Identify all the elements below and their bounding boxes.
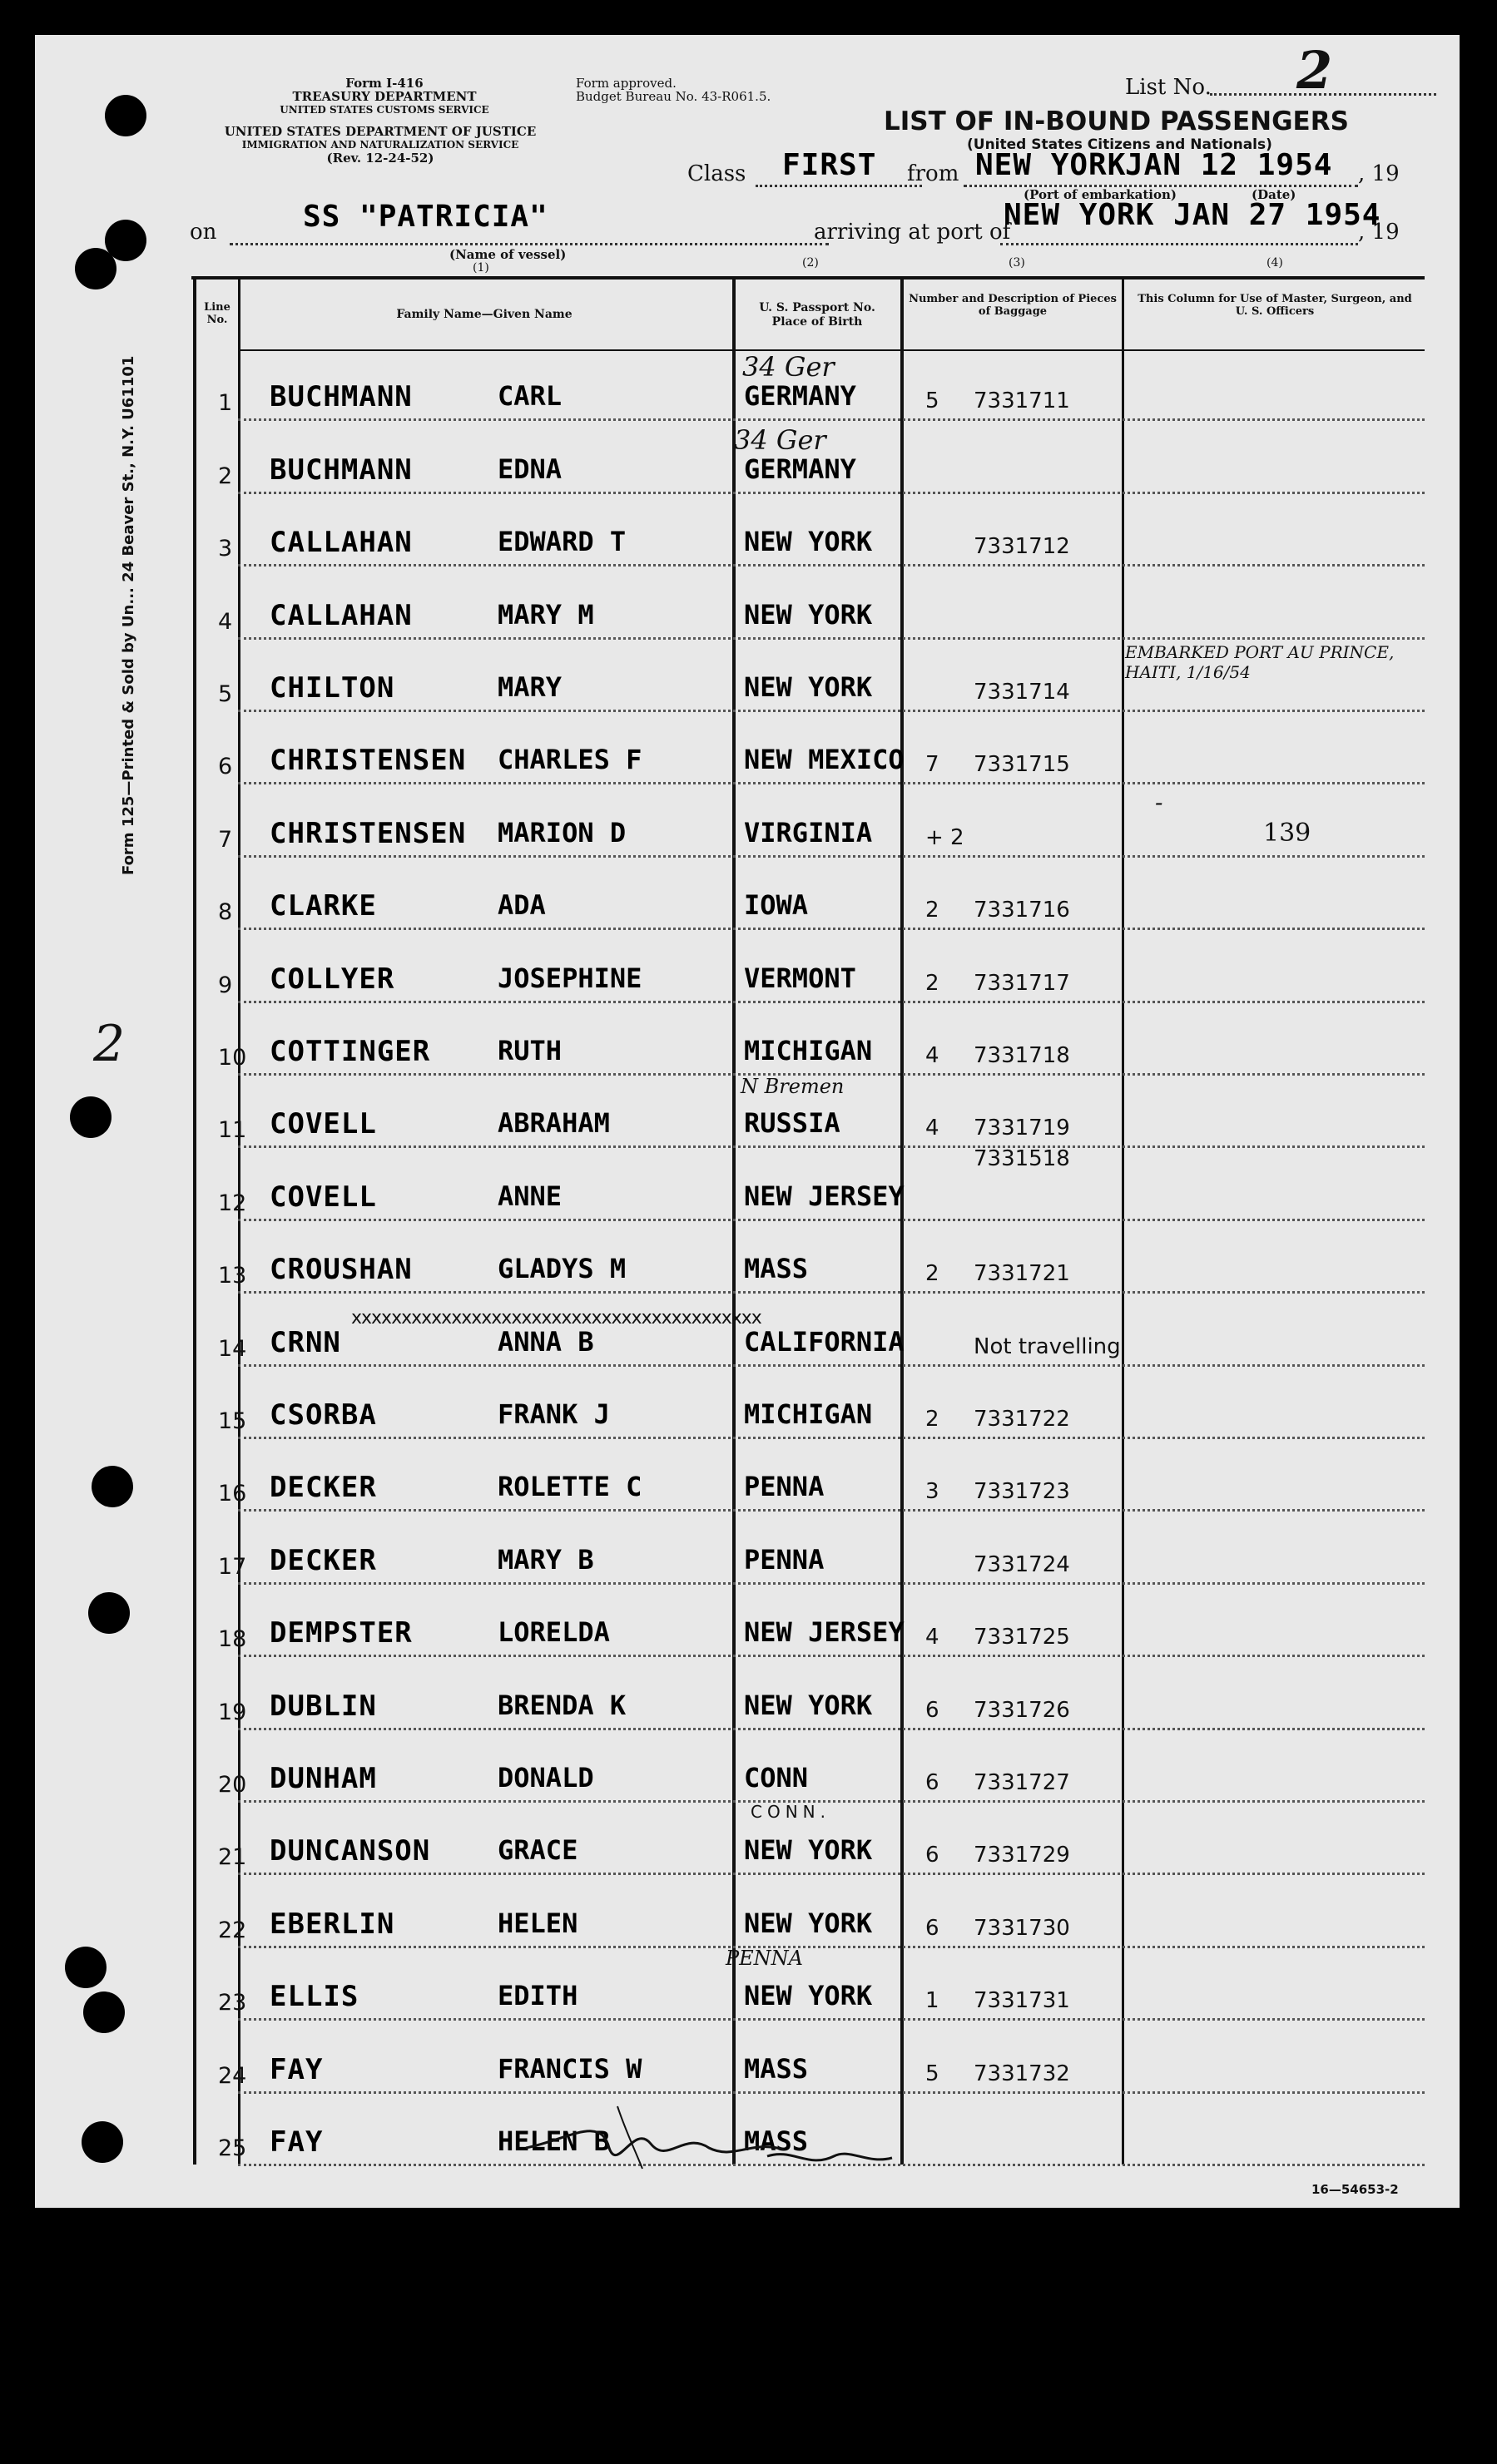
table-row xyxy=(35,1878,1460,1950)
given-name: RUTH xyxy=(498,1034,563,1066)
row23-penna: PENNA xyxy=(726,1947,803,1970)
punch-hole xyxy=(105,95,146,136)
printer-side-text: Form 125—Printed & Sold by Un... 24 Beaver St., N.Y. U61101 xyxy=(120,355,137,875)
family-name: CSORBA xyxy=(270,1398,377,1432)
baggage-pieces: 4 xyxy=(925,1042,939,1068)
row-dotted-line xyxy=(238,1291,1425,1294)
family-name: COVELL xyxy=(270,1180,377,1214)
row-dotted-line xyxy=(238,928,1425,930)
row11-second-tag: 7331518 xyxy=(974,1146,1070,1171)
treasury-department: TREASURY DEPARTMENT xyxy=(292,89,477,104)
list-no-label: List No. xyxy=(1125,75,1212,100)
table-row xyxy=(35,1006,1460,1078)
row-dotted-line xyxy=(238,1728,1425,1730)
baggage-tag: 7331715 xyxy=(974,752,1070,778)
baggage-pieces: 6 xyxy=(925,1915,939,1941)
line-number: 19 xyxy=(218,1699,247,1725)
family-name: CLARKE xyxy=(270,889,377,923)
baggage-pieces: 6 xyxy=(925,1697,939,1723)
row2-handwriting: 34 Ger xyxy=(734,424,826,456)
place-of-birth: MICHIGAN xyxy=(744,1034,873,1066)
family-name: BUCHMANN xyxy=(270,380,413,414)
revision-date: (Rev. 12-24-52) xyxy=(326,151,434,166)
line-number: 7 xyxy=(218,826,233,853)
baggage-tag: 7331721 xyxy=(974,1261,1070,1287)
baggage-tag: 7331714 xyxy=(974,679,1070,705)
given-name: EDITH xyxy=(498,1980,578,2012)
date-caption: (Date) xyxy=(1252,187,1296,202)
col-header-baggage: Number and Description of Pieces of Baggage xyxy=(909,293,1117,318)
table-row xyxy=(35,715,1460,787)
line-number: 20 xyxy=(218,1771,247,1798)
form-id: Form I-416 xyxy=(345,76,424,91)
place-of-birth: PENNA xyxy=(744,1471,825,1503)
place-of-birth: NEW JERSEY xyxy=(744,1180,905,1212)
baggage-tag: 7331723 xyxy=(974,1479,1070,1505)
given-name: EDNA xyxy=(498,453,563,485)
family-name: CHRISTENSEN xyxy=(270,744,467,778)
baggage-tag: 7331711 xyxy=(974,388,1070,414)
line-number: 8 xyxy=(218,899,233,926)
line-number: 6 xyxy=(218,754,233,780)
row-dotted-line xyxy=(238,418,1425,421)
family-name: FAY xyxy=(270,2125,324,2159)
col-header-officers: This Column for Use of Master, Surgeon, and U. S. Officers xyxy=(1138,293,1412,318)
table-row xyxy=(35,1224,1460,1296)
line-number: 13 xyxy=(218,1263,247,1289)
table-row xyxy=(35,933,1460,1005)
line-number: 2 xyxy=(218,463,233,489)
baggage-pieces: 5 xyxy=(925,388,939,414)
family-name: DUBLIN xyxy=(270,1689,377,1723)
margin-note: 2 xyxy=(93,1015,126,1073)
family-name: CALLAHAN xyxy=(270,598,413,632)
year-suffix-1: , 19 xyxy=(1358,161,1400,186)
row-dotted-line xyxy=(238,637,1425,640)
line-number: 4 xyxy=(218,608,233,635)
col-header-passport: U. S. Passport No. Place of Birth xyxy=(759,301,875,329)
vessel-dots xyxy=(230,243,829,245)
row-dotted-line xyxy=(238,1873,1425,1875)
list-no-value: 2 xyxy=(1296,40,1333,101)
baggage-tag: 7331712 xyxy=(974,534,1070,560)
family-name: CRNN xyxy=(270,1325,341,1359)
officer-note: 139 xyxy=(1263,818,1311,848)
baggage-tag: 7331732 xyxy=(974,2061,1070,2086)
manifest-page xyxy=(35,35,1460,2208)
col-header-line-no: Line No. xyxy=(204,301,230,326)
class-label: Class xyxy=(687,161,746,186)
baggage-pieces: 7 xyxy=(925,752,939,778)
place-of-birth: MASS xyxy=(744,1253,809,1285)
baggage-pieces: 2 xyxy=(925,1261,939,1287)
baggage-tag: 7331717 xyxy=(974,970,1070,996)
place-of-birth: MASS xyxy=(744,2125,809,2157)
given-name: LORELDA xyxy=(498,1616,610,1649)
given-name: MARY B xyxy=(498,1543,594,1576)
place-of-birth: IOWA xyxy=(744,889,809,922)
table-row xyxy=(35,1587,1460,1660)
line-number: 17 xyxy=(218,1553,247,1580)
baggage-pieces: 2 xyxy=(925,1406,939,1432)
baggage-tag: 7331725 xyxy=(974,1625,1070,1650)
given-name: JOSEPHINE xyxy=(498,962,642,994)
family-name: DUNHAM xyxy=(270,1761,377,1795)
place-of-birth: GERMANY xyxy=(744,380,856,413)
customs-service: UNITED STATES CUSTOMS SERVICE xyxy=(280,104,489,116)
baggage-tag: 7331726 xyxy=(974,1697,1070,1723)
place-of-birth: MASS xyxy=(744,2052,809,2085)
row-dotted-line xyxy=(238,1364,1425,1367)
punch-hole xyxy=(75,248,116,289)
given-name: MARY M xyxy=(498,598,594,631)
port-embark-caption: (Port of embarkation) xyxy=(1024,187,1177,202)
place-of-birth: NEW JERSEY xyxy=(744,1616,905,1649)
list-subtitle: (United States Citizens and Nationals) xyxy=(967,136,1272,153)
port-arrival: NEW YORK JAN 27 1954 xyxy=(1004,198,1381,232)
family-name: CALLAHAN xyxy=(270,526,413,560)
table-row xyxy=(35,2023,1460,2095)
place-of-birth: NEW YORK xyxy=(744,598,873,631)
line-number: 3 xyxy=(218,536,233,562)
line-number: 24 xyxy=(218,2062,247,2089)
given-name: GRACE xyxy=(498,1834,578,1867)
signature-mark xyxy=(518,2098,900,2173)
place-of-birth: PENNA xyxy=(744,1543,825,1576)
row-dotted-line xyxy=(238,564,1425,567)
given-name: MARY xyxy=(498,670,563,703)
baggage-pieces: 5 xyxy=(925,2061,939,2086)
line-number: 9 xyxy=(218,972,233,998)
family-name: CHILTON xyxy=(270,670,395,705)
family-name: COLLYER xyxy=(270,962,395,996)
baggage-pieces: 1 xyxy=(925,1988,939,2014)
table-row xyxy=(35,497,1460,569)
caption-3: (3) xyxy=(1009,256,1025,270)
col-header-name: Family Name—Given Name xyxy=(396,308,573,321)
vessel-name: SS "PATRICIA" xyxy=(303,200,548,234)
line-number: 12 xyxy=(218,1190,247,1216)
place-of-birth: NEW YORK xyxy=(744,1689,873,1721)
baggage-tag: 7331729 xyxy=(974,1843,1070,1868)
given-name: BRENDA K xyxy=(498,1689,627,1721)
row-dotted-line xyxy=(238,855,1425,858)
table-row xyxy=(35,1514,1460,1586)
row-dotted-line xyxy=(238,1800,1425,1803)
row-dotted-line xyxy=(238,1145,1425,1148)
line-number: 11 xyxy=(218,1117,247,1144)
list-title: LIST OF IN-BOUND PASSENGERS xyxy=(884,106,1349,136)
baggage-tag: Not travelling xyxy=(974,1333,1121,1359)
arriving-label: arriving at port of xyxy=(814,220,1011,245)
baggage-pieces: 6 xyxy=(925,1843,939,1868)
row5-embarked-note: EMBARKED PORT AU PRINCE, HAITI, 1/16/54 xyxy=(1125,642,1395,682)
line-number: 14 xyxy=(218,1335,247,1362)
family-name: EBERLIN xyxy=(270,1907,395,1941)
family-name: DECKER xyxy=(270,1471,377,1505)
given-name: ANNE xyxy=(498,1180,563,1212)
row1-handwriting: 34 Ger xyxy=(742,351,835,383)
place-of-birth: NEW YORK xyxy=(744,1907,873,1939)
place-of-birth: MICHIGAN xyxy=(744,1398,873,1430)
line-number: 1 xyxy=(218,390,233,417)
line-number: 18 xyxy=(218,1626,247,1653)
vessel-caption-num: (1) xyxy=(473,261,489,275)
baggage-tag: 7331724 xyxy=(974,1551,1070,1577)
baggage-pieces: 4 xyxy=(925,1116,939,1141)
given-name: FRANCIS W xyxy=(498,2052,642,2085)
place-of-birth: VIRGINIA xyxy=(744,816,873,849)
baggage-tag: 7331730 xyxy=(974,1915,1070,1941)
caption-4: (4) xyxy=(1267,256,1283,270)
family-name: COTTINGER xyxy=(270,1034,431,1068)
baggage-tag: 7331716 xyxy=(974,898,1070,923)
class-value: FIRST xyxy=(782,148,877,182)
vessel-caption: (Name of vessel) xyxy=(449,247,567,262)
place-of-birth: NEW YORK xyxy=(744,670,873,703)
table-row xyxy=(35,787,1460,859)
budget-bureau: Budget Bureau No. 43-R061.5. xyxy=(576,89,771,104)
line-number: 15 xyxy=(218,1408,247,1434)
footer-code: 16—54653-2 xyxy=(1311,2182,1399,2197)
row-dotted-line xyxy=(238,1001,1425,1003)
place-of-birth: NEW YORK xyxy=(744,1834,873,1867)
place-of-birth: NEW MEXICO xyxy=(744,744,905,776)
family-name: BUCHMANN xyxy=(270,453,413,487)
row-dotted-line xyxy=(238,1946,1425,1948)
baggage-pieces: 2 xyxy=(925,898,939,923)
line-number: 21 xyxy=(218,1844,247,1871)
baggage-pieces: 3 xyxy=(925,1479,939,1505)
on-label: on xyxy=(190,220,217,245)
row-dotted-line xyxy=(238,710,1425,712)
place-of-birth: GERMANY xyxy=(744,453,856,485)
line-number: 23 xyxy=(218,1990,247,2016)
family-name: CROUSHAN xyxy=(270,1253,413,1287)
table-row xyxy=(35,1150,1460,1223)
table-row xyxy=(35,1660,1460,1732)
table-row xyxy=(35,860,1460,933)
table-top-border xyxy=(191,276,1425,280)
row-dotted-line xyxy=(238,2091,1425,2094)
row21-conn: CONN. xyxy=(751,1802,830,1822)
place-of-birth: NEW YORK xyxy=(744,1980,873,2012)
line-number: 25 xyxy=(218,2135,247,2161)
family-name: DECKER xyxy=(270,1543,377,1577)
ins-service: IMMIGRATION AND NATURALIZATION SERVICE xyxy=(241,139,519,151)
place-of-birth: CALIFORNIA xyxy=(744,1325,905,1358)
family-name: FAY xyxy=(270,2052,324,2086)
row-dotted-line xyxy=(238,1655,1425,1657)
family-name: DEMPSTER xyxy=(270,1616,413,1650)
given-name: CARL xyxy=(498,380,563,413)
family-name: ELLIS xyxy=(270,1980,359,2014)
table-row xyxy=(35,1442,1460,1514)
given-name: EDWARD T xyxy=(498,526,627,558)
baggage-tag: 7331718 xyxy=(974,1042,1070,1068)
class-dots xyxy=(756,185,922,187)
family-name: CHRISTENSEN xyxy=(270,816,467,850)
family-name: COVELL xyxy=(270,1107,377,1141)
row-dotted-line xyxy=(238,1509,1425,1512)
justice-department: UNITED STATES DEPARTMENT OF JUSTICE xyxy=(224,124,537,139)
given-name: ROLETTE C xyxy=(498,1471,642,1503)
line-number: 10 xyxy=(218,1044,247,1071)
given-name: MARION D xyxy=(498,816,627,849)
table-row xyxy=(35,569,1460,641)
given-name: FRANK J xyxy=(498,1398,610,1430)
given-name: CHARLES F xyxy=(498,744,642,776)
line-number: 5 xyxy=(218,680,233,707)
place-of-birth: CONN xyxy=(744,1761,809,1794)
given-name: DONALD xyxy=(498,1761,594,1794)
given-name: ANNA B xyxy=(498,1325,594,1358)
baggage-pieces: 2 xyxy=(925,970,939,996)
table-row xyxy=(35,1369,1460,1442)
row14-strikeout: xxxxxxxxxxxxxxxxxxxxxxxxxxxxxxxxxxxxxxxxx xyxy=(351,1308,761,1328)
table-row xyxy=(35,1805,1460,1878)
row-dotted-line xyxy=(238,782,1425,784)
given-name: HELEN xyxy=(498,1907,578,1939)
given-name: ADA xyxy=(498,889,546,922)
from-label: from xyxy=(907,161,959,186)
port-embarkation: NEW YORK xyxy=(975,148,1127,182)
row-dotted-line xyxy=(238,1219,1425,1221)
row11-handwriting: N Bremen xyxy=(741,1075,845,1098)
baggage-pieces: 4 xyxy=(925,1625,939,1650)
baggage-tag: 7331722 xyxy=(974,1406,1070,1432)
row-dotted-line xyxy=(238,1582,1425,1585)
row7-dash: - xyxy=(1155,789,1163,816)
row-dotted-line xyxy=(238,2018,1425,2021)
given-name: GLADYS M xyxy=(498,1253,627,1285)
table-row xyxy=(35,1733,1460,1805)
year-suffix-2: , 19 xyxy=(1358,220,1400,245)
form-approved: Form approved. xyxy=(576,76,677,91)
line-number: 16 xyxy=(218,1481,247,1507)
row-dotted-line xyxy=(238,492,1425,494)
baggage-tag: 7331727 xyxy=(974,1769,1070,1795)
arrival-dots xyxy=(1000,243,1358,245)
baggage-tag: 7331719 xyxy=(974,1116,1070,1141)
baggage-pieces: 6 xyxy=(925,1769,939,1795)
line-number: 22 xyxy=(218,1917,247,1943)
place-of-birth: VERMONT xyxy=(744,962,856,994)
baggage-pieces: + 2 xyxy=(925,824,964,850)
baggage-tag: 7331731 xyxy=(974,1988,1070,2014)
place-of-birth: RUSSIA xyxy=(744,1107,840,1140)
given-name: HELEN B xyxy=(498,2125,610,2157)
family-name: DUNCANSON xyxy=(270,1834,431,1868)
given-name: ABRAHAM xyxy=(498,1107,610,1140)
place-of-birth: NEW YORK xyxy=(744,526,873,558)
date-embarkation: JAN 12 1954 xyxy=(1125,148,1333,182)
row-dotted-line xyxy=(238,1437,1425,1439)
caption-2: (2) xyxy=(802,256,819,270)
